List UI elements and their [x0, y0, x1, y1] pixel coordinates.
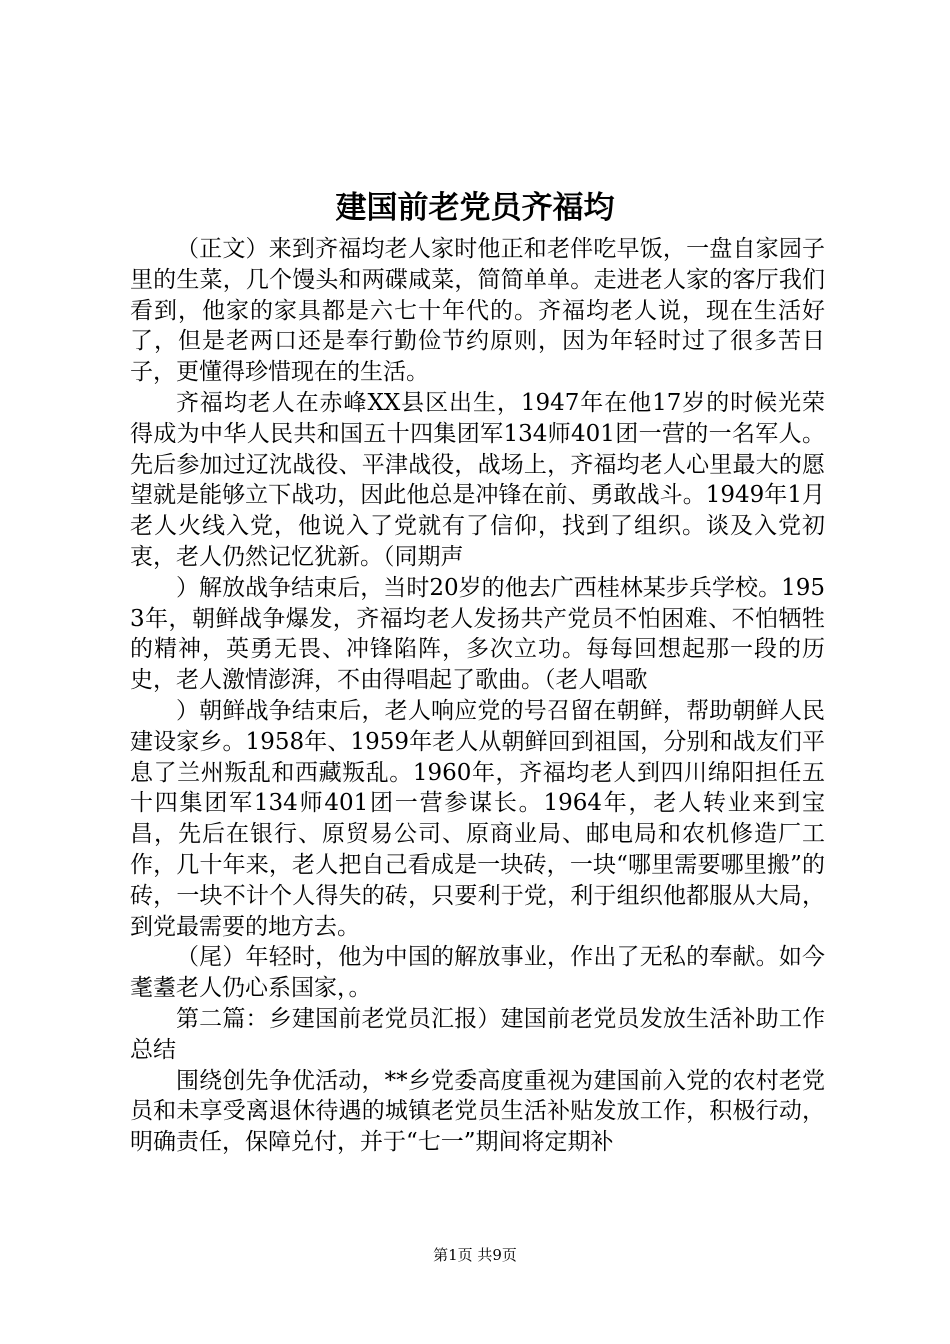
paragraph-2: 齐福均老人在赤峰XX县区出生，1947年在他17岁的时候光荣得成为中华人民共和国五十四集团军134师401团一营的一名军人。先后参加过辽沈战役、平津战役，战场上，齐福均老人心里最大的愿望就是能够立下战功，因此他总是冲锋在前、勇敢战斗。1949年1月老人火线入党，他说入了党就有了信仰，找到了组织。谈及入党初衷，老人仍然记忆犹新。（同期声	[130, 389, 825, 570]
page-footer: 第1页 共9页	[433, 1246, 517, 1264]
paragraph-1: （正文）来到齐福均老人家时他正和老伴吃早饭，一盘自家园子里的生菜，几个馒头和两碟咸菜，简简单单。走进老人家的客厅我们看到，他家的家具都是六七十年代的。齐福均老人说，现在生活好了，但是老两口还是奉行勤俭节约原则，因为年轻时过了很多苦日子，更懂得珍惜现在的生活。	[130, 236, 825, 386]
paragraph-4: ）朝鲜战争结束后，老人响应党的号召留在朝鲜，帮助朝鲜人民建设家乡。1958年、1959年老人从朝鲜回到祖国，分别和战友们平息了兰州叛乱和西藏叛乱。1960年，齐福均老人到四川绵阳担任五十四集团军134师401团一营参谋长。1964年，老人转业来到宝昌，先后在银行、原贸易公司、原商业局、邮电局和农机修造厂工作，几十年来，老人把自己看成是一块砖，一块“哪里需要哪里搬”的砖，一块不计个人得失的砖，只要利于党，利于组织他都服从大局，到党最需要的地方去。	[130, 697, 825, 940]
paragraph-7: 围绕创先争优活动，**乡党委高度重视为建国前入党的农村老党员和未享受离退休待遇的城镇老党员生活补贴发放工作，积极行动，明确责任，保障兑付，并于“七一”期间将定期补	[130, 1067, 825, 1156]
document-title: 建国前老党员齐福均	[335, 190, 615, 226]
paragraph-5: （尾）年轻时，他为中国的解放事业，作出了无私的奉献。如今耄耋老人仍心系国家，。	[130, 944, 825, 1002]
paragraph-6: 第二篇：乡建国前老党员汇报）建国前老党员发放生活补助工作总结	[130, 1005, 825, 1063]
document-body	[130, 234, 825, 1158]
paragraph-3: ）解放战争结束后，当时20岁的他去广西桂林某步兵学校。1953年，朝鲜战争爆发，齐福均老人发扬共产党员不怕困难、不怕牺牲的精神，英勇无畏、冲锋陷阵，多次立功。每每回想起那一段的历史，老人激情澎湃，不由得唱起了歌曲。（老人唱歌	[130, 574, 825, 694]
